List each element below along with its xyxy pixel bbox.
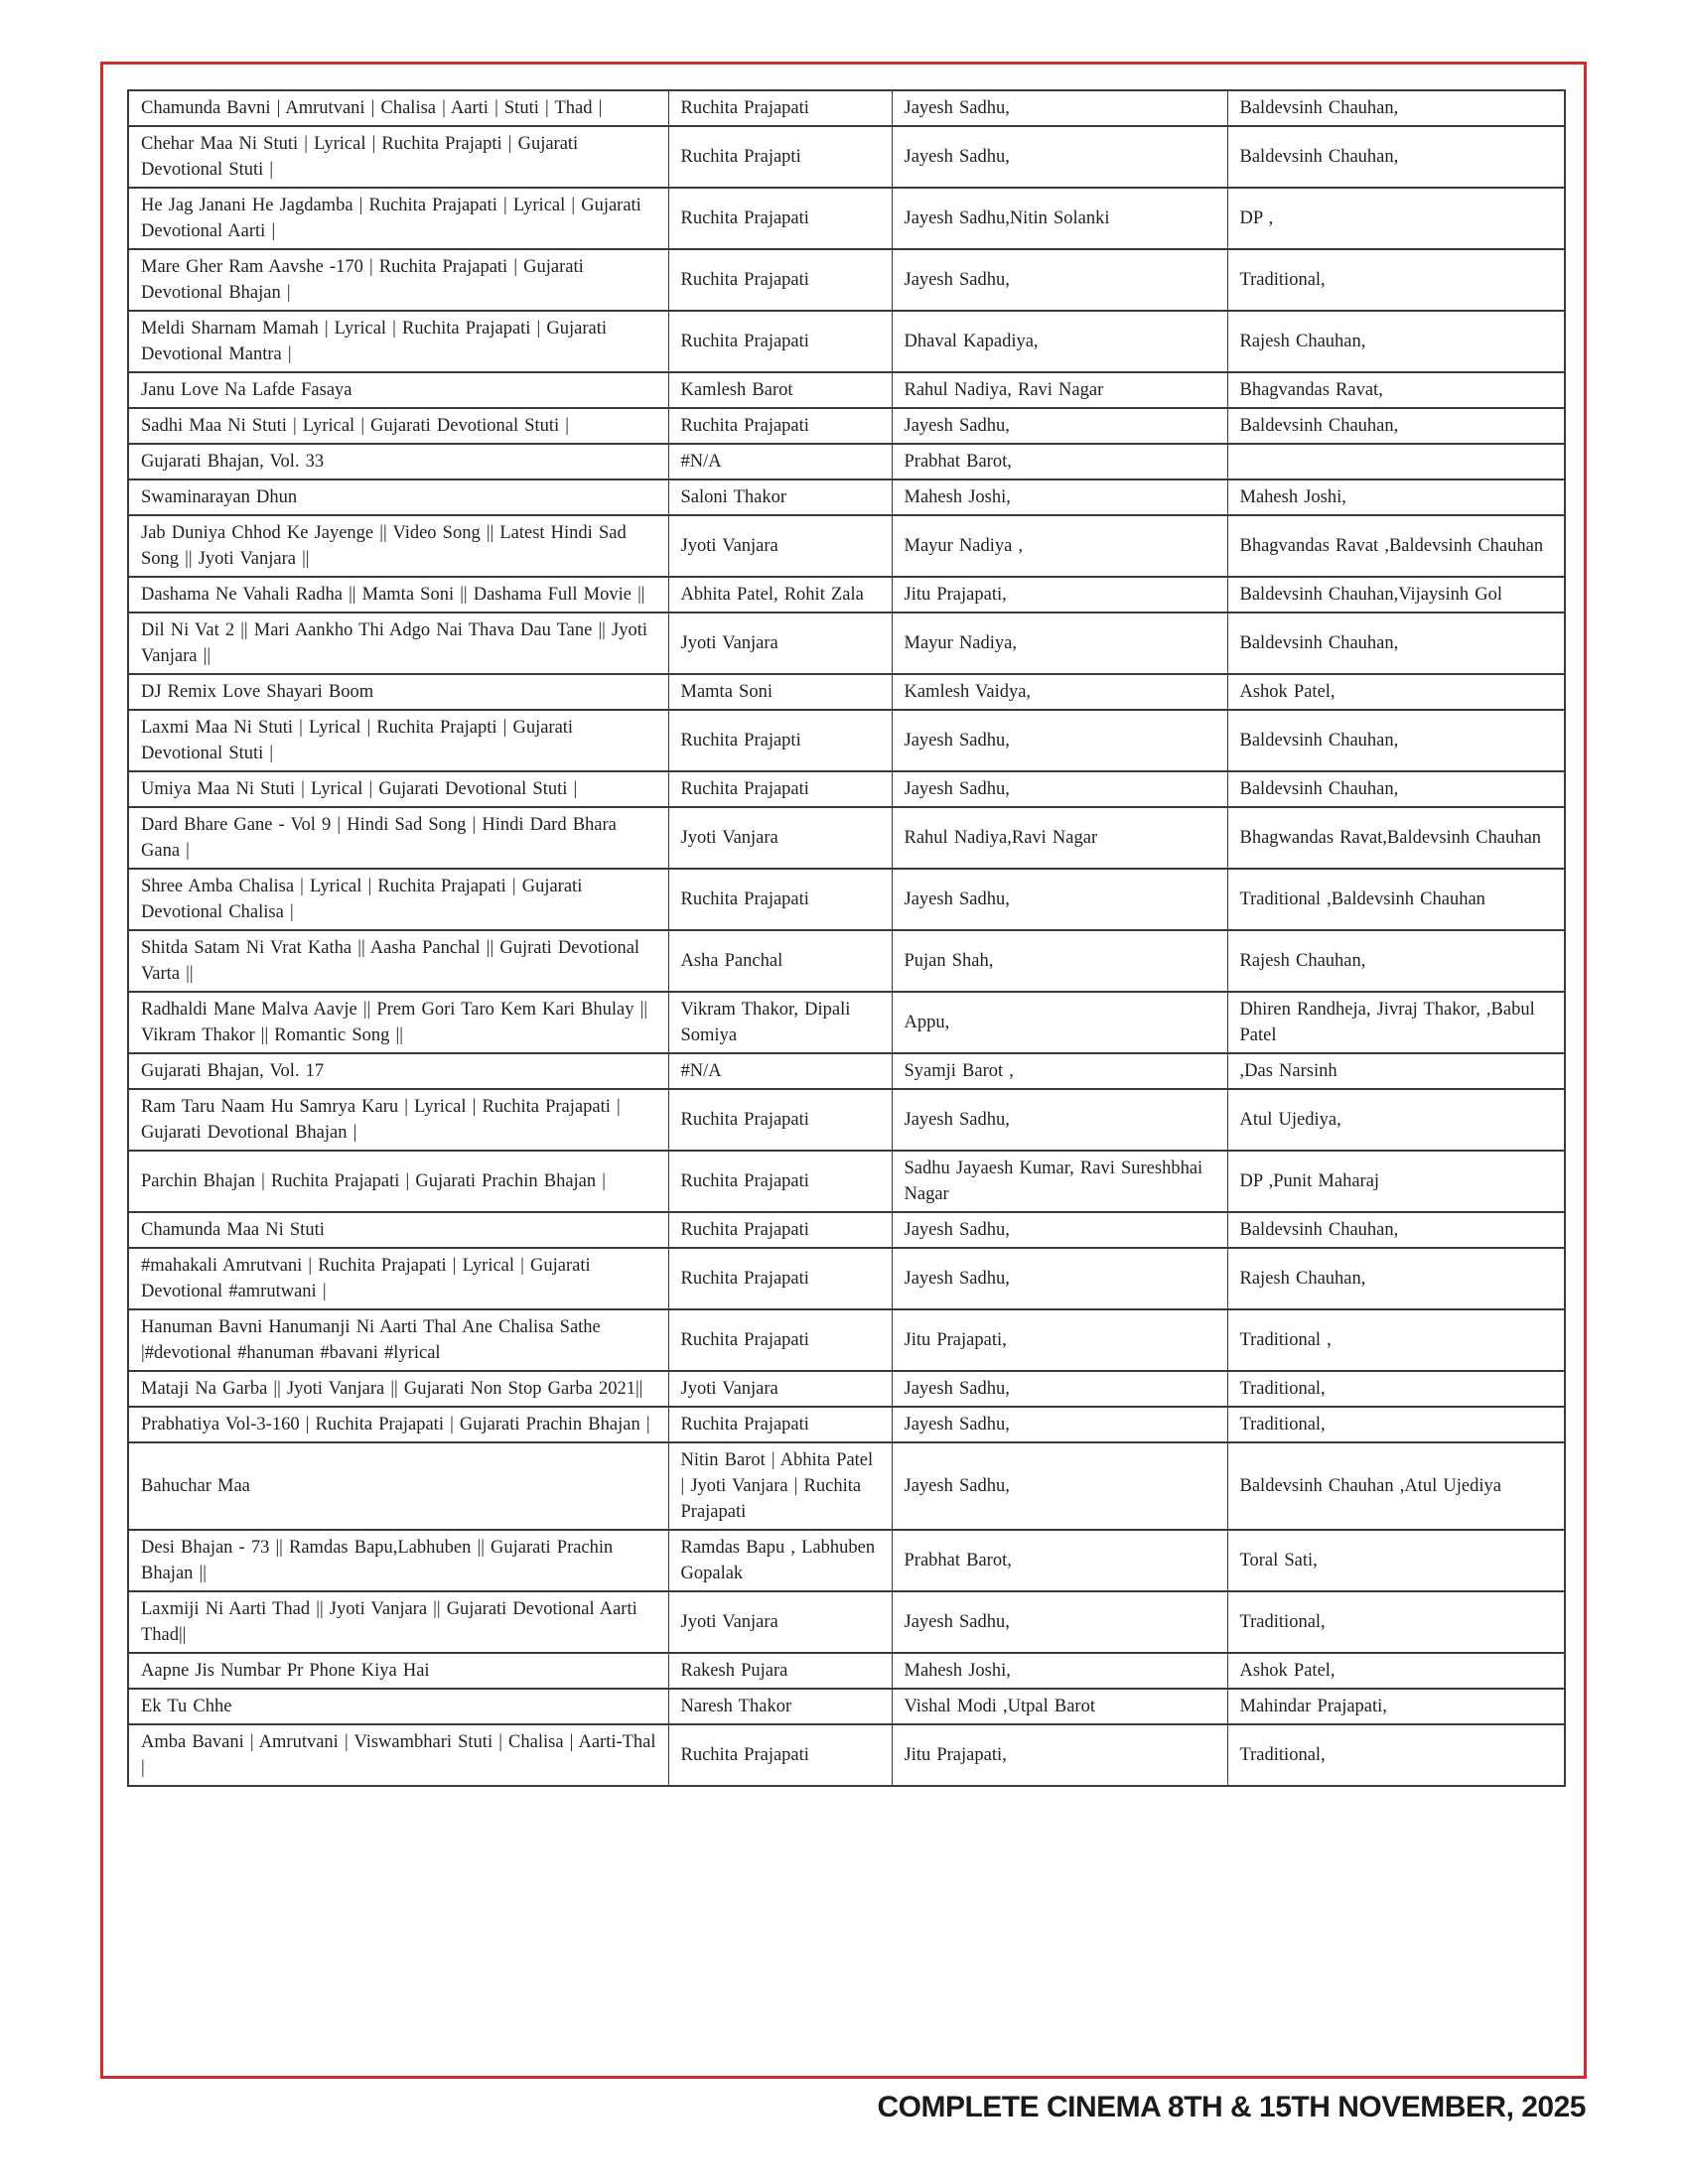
table-row: [128, 1724, 1565, 1786]
music-credit-cell: Baldevsinh Chauhan ,Atul Ujediya: [1227, 1442, 1565, 1530]
lyricist-credit-cell: Jayesh Sadhu,: [892, 408, 1227, 444]
song-title-cell: Chamunda Maa Ni Stuti: [128, 1212, 668, 1248]
music-credit-cell: Baldevsinh Chauhan,: [1227, 771, 1565, 807]
song-title-cell: Chehar Maa Ni Stuti | Lyrical | Ruchita Prajapti | Gujarati Devotional Stuti |: [128, 126, 668, 188]
lyricist-credit-cell: Appu,: [892, 992, 1227, 1053]
song-title-cell: DJ Remix Love Shayari Boom: [128, 674, 668, 710]
table-row: [128, 1248, 1565, 1309]
table-row: [128, 674, 1565, 710]
lyricist-credit-cell: Jayesh Sadhu,: [892, 869, 1227, 930]
song-title-cell: Aapne Jis Numbar Pr Phone Kiya Hai: [128, 1653, 668, 1689]
artist-cell: Ruchita Prajapati: [668, 1309, 892, 1371]
music-credit-cell: Mahindar Prajapati,: [1227, 1689, 1565, 1724]
artist-cell: #N/A: [668, 444, 892, 479]
artist-cell: Ruchita Prajapti: [668, 710, 892, 771]
song-title-cell: Dil Ni Vat 2 || Mari Aankho Thi Adgo Nai Thava Dau Tane || Jyoti Vanjara ||: [128, 613, 668, 674]
lyricist-credit-cell: Mayur Nadiya ,: [892, 515, 1227, 577]
music-credit-cell: Baldevsinh Chauhan,Vijaysinh Gol: [1227, 577, 1565, 613]
artist-cell: Ramdas Bapu , Labhuben Gopalak: [668, 1530, 892, 1591]
song-title-cell: Ek Tu Chhe: [128, 1689, 668, 1724]
song-title-cell: He Jag Janani He Jagdamba | Ruchita Prajapati | Lyrical | Gujarati Devotional Aarti |: [128, 188, 668, 249]
song-title-cell: Amba Bavani | Amrutvani | Viswambhari Stuti | Chalisa | Aarti-Thal |: [128, 1724, 668, 1786]
music-credit-cell: Bhagvandas Ravat ,Baldevsinh Chauhan: [1227, 515, 1565, 577]
artist-cell: Rakesh Pujara: [668, 1653, 892, 1689]
table-row: [128, 515, 1565, 577]
music-credit-cell: Traditional ,Baldevsinh Chauhan: [1227, 869, 1565, 930]
music-credit-cell: Atul Ujediya,: [1227, 1089, 1565, 1151]
table-row: [128, 577, 1565, 613]
lyricist-credit-cell: Jayesh Sadhu,: [892, 771, 1227, 807]
music-credit-cell: Bhagvandas Ravat,: [1227, 372, 1565, 408]
artist-cell: Ruchita Prajapati: [668, 188, 892, 249]
artist-cell: Jyoti Vanjara: [668, 613, 892, 674]
issue-footer: COMPLETE CINEMA 8TH & 15TH NOVEMBER, 2025: [877, 2091, 1586, 2123]
artist-cell: Ruchita Prajapati: [668, 1212, 892, 1248]
music-credit-cell: Bhagwandas Ravat,Baldevsinh Chauhan: [1227, 807, 1565, 869]
lyricist-credit-cell: Prabhat Barot,: [892, 1530, 1227, 1591]
artist-cell: Ruchita Prajapati: [668, 90, 892, 126]
music-credit-cell: Ashok Patel,: [1227, 1653, 1565, 1689]
lyricist-credit-cell: Syamji Barot ,: [892, 1053, 1227, 1089]
lyricist-credit-cell: Jitu Prajapati,: [892, 1309, 1227, 1371]
music-credit-cell: DP ,: [1227, 188, 1565, 249]
lyricist-credit-cell: Mayur Nadiya,: [892, 613, 1227, 674]
lyricist-credit-cell: Jayesh Sadhu,: [892, 90, 1227, 126]
artist-cell: Ruchita Prajapati: [668, 1151, 892, 1212]
lyricist-credit-cell: Vishal Modi ,Utpal Barot: [892, 1689, 1227, 1724]
table-row: [128, 1053, 1565, 1089]
artist-cell: Ruchita Prajapati: [668, 869, 892, 930]
song-title-cell: #mahakali Amrutvani | Ruchita Prajapati | Lyrical | Gujarati Devotional #amrutwani |: [128, 1248, 668, 1309]
song-title-cell: Umiya Maa Ni Stuti | Lyrical | Gujarati Devotional Stuti |: [128, 771, 668, 807]
lyricist-credit-cell: Jayesh Sadhu,: [892, 1591, 1227, 1653]
lyricist-credit-cell: Pujan Shah,: [892, 930, 1227, 992]
lyricist-credit-cell: Mahesh Joshi,: [892, 479, 1227, 515]
table-row: [128, 807, 1565, 869]
lyricist-credit-cell: Jayesh Sadhu,: [892, 710, 1227, 771]
song-title-cell: Meldi Sharnam Mamah | Lyrical | Ruchita Prajapati | Gujarati Devotional Mantra |: [128, 311, 668, 372]
table-row: [128, 1089, 1565, 1151]
music-credit-cell: Toral Sati,: [1227, 1530, 1565, 1591]
song-credits-table: [127, 89, 1566, 1787]
artist-cell: Naresh Thakor: [668, 1689, 892, 1724]
artist-cell: Jyoti Vanjara: [668, 515, 892, 577]
table-row: [128, 1591, 1565, 1653]
artist-cell: Mamta Soni: [668, 674, 892, 710]
table-row: [128, 90, 1565, 126]
music-credit-cell: Dhiren Randheja, Jivraj Thakor, ,Babul Patel: [1227, 992, 1565, 1053]
music-credit-cell: [1227, 444, 1565, 479]
table-row: [128, 1212, 1565, 1248]
table-row: [128, 479, 1565, 515]
lyricist-credit-cell: Jitu Prajapati,: [892, 577, 1227, 613]
artist-cell: Ruchita Prajapati: [668, 249, 892, 311]
table-row: [128, 1371, 1565, 1407]
song-title-cell: Janu Love Na Lafde Fasaya: [128, 372, 668, 408]
table-row: [128, 372, 1565, 408]
song-title-cell: Shitda Satam Ni Vrat Katha || Aasha Panchal || Gujrati Devotional Varta ||: [128, 930, 668, 992]
table-row: [128, 771, 1565, 807]
table-row: [128, 613, 1565, 674]
song-title-cell: Dashama Ne Vahali Radha || Mamta Soni || Dashama Full Movie ||: [128, 577, 668, 613]
song-title-cell: Shree Amba Chalisa | Lyrical | Ruchita Prajapati | Gujarati Devotional Chalisa |: [128, 869, 668, 930]
table-row: [128, 710, 1565, 771]
artist-cell: Ruchita Prajapti: [668, 126, 892, 188]
music-credit-cell: Rajesh Chauhan,: [1227, 311, 1565, 372]
music-credit-cell: Ashok Patel,: [1227, 674, 1565, 710]
song-title-cell: Hanuman Bavni Hanumanji Ni Aarti Thal Ane Chalisa Sathe |#devotional #hanuman #bavani #lyrical: [128, 1309, 668, 1371]
table-row: [128, 1407, 1565, 1442]
table-row: [128, 1442, 1565, 1530]
song-title-cell: Gujarati Bhajan, Vol. 17: [128, 1053, 668, 1089]
lyricist-credit-cell: Jayesh Sadhu,: [892, 249, 1227, 311]
lyricist-credit-cell: Jayesh Sadhu,: [892, 1248, 1227, 1309]
lyricist-credit-cell: Jayesh Sadhu,Nitin Solanki: [892, 188, 1227, 249]
music-credit-cell: Baldevsinh Chauhan,: [1227, 408, 1565, 444]
music-credit-cell: Mahesh Joshi,: [1227, 479, 1565, 515]
artist-cell: Kamlesh Barot: [668, 372, 892, 408]
artist-cell: Ruchita Prajapati: [668, 771, 892, 807]
table-row: [128, 126, 1565, 188]
lyricist-credit-cell: Jayesh Sadhu,: [892, 126, 1227, 188]
music-credit-cell: Traditional,: [1227, 1371, 1565, 1407]
music-credit-cell: Rajesh Chauhan,: [1227, 1248, 1565, 1309]
music-credit-cell: Traditional,: [1227, 1591, 1565, 1653]
table-row: [128, 1151, 1565, 1212]
song-title-cell: Laxmiji Ni Aarti Thad || Jyoti Vanjara || Gujarati Devotional Aarti Thad||: [128, 1591, 668, 1653]
music-credit-cell: ,Das Narsinh: [1227, 1053, 1565, 1089]
lyricist-credit-cell: Sadhu Jayaesh Kumar, Ravi Sureshbhai Nagar: [892, 1151, 1227, 1212]
song-title-cell: Mataji Na Garba || Jyoti Vanjara || Gujarati Non Stop Garba 2021||: [128, 1371, 668, 1407]
music-credit-cell: Traditional ,: [1227, 1309, 1565, 1371]
music-credit-cell: Baldevsinh Chauhan,: [1227, 1212, 1565, 1248]
song-title-cell: Laxmi Maa Ni Stuti | Lyrical | Ruchita Prajapti | Gujarati Devotional Stuti |: [128, 710, 668, 771]
artist-cell: Jyoti Vanjara: [668, 1591, 892, 1653]
music-credit-cell: Traditional,: [1227, 1724, 1565, 1786]
artist-cell: Ruchita Prajapati: [668, 1724, 892, 1786]
music-credit-cell: DP ,Punit Maharaj: [1227, 1151, 1565, 1212]
artist-cell: Ruchita Prajapati: [668, 1248, 892, 1309]
lyricist-credit-cell: Jayesh Sadhu,: [892, 1371, 1227, 1407]
music-credit-cell: Baldevsinh Chauhan,: [1227, 90, 1565, 126]
lyricist-credit-cell: Dhaval Kapadiya,: [892, 311, 1227, 372]
song-title-cell: Prabhatiya Vol-3-160 | Ruchita Prajapati | Gujarati Prachin Bhajan |: [128, 1407, 668, 1442]
music-credit-cell: Traditional,: [1227, 1407, 1565, 1442]
lyricist-credit-cell: Jitu Prajapati,: [892, 1724, 1227, 1786]
table-row: [128, 249, 1565, 311]
table-row: [128, 1309, 1565, 1371]
artist-cell: Saloni Thakor: [668, 479, 892, 515]
song-title-cell: Bahuchar Maa: [128, 1442, 668, 1530]
music-credit-cell: Baldevsinh Chauhan,: [1227, 613, 1565, 674]
table-row: [128, 930, 1565, 992]
song-title-cell: Sadhi Maa Ni Stuti | Lyrical | Gujarati Devotional Stuti |: [128, 408, 668, 444]
lyricist-credit-cell: Jayesh Sadhu,: [892, 1442, 1227, 1530]
table-row: [128, 188, 1565, 249]
song-title-cell: Dard Bhare Gane - Vol 9 | Hindi Sad Song | Hindi Dard Bhara Gana |: [128, 807, 668, 869]
lyricist-credit-cell: Rahul Nadiya,Ravi Nagar: [892, 807, 1227, 869]
artist-cell: Ruchita Prajapati: [668, 311, 892, 372]
lyricist-credit-cell: Mahesh Joshi,: [892, 1653, 1227, 1689]
lyricist-credit-cell: Jayesh Sadhu,: [892, 1407, 1227, 1442]
artist-cell: Abhita Patel, Rohit Zala: [668, 577, 892, 613]
table-row: [128, 311, 1565, 372]
lyricist-credit-cell: Jayesh Sadhu,: [892, 1212, 1227, 1248]
table-row: [128, 1689, 1565, 1724]
artist-cell: Jyoti Vanjara: [668, 807, 892, 869]
artist-cell: Nitin Barot | Abhita Patel | Jyoti Vanjara | Ruchita Prajapati: [668, 1442, 892, 1530]
music-credit-cell: Baldevsinh Chauhan,: [1227, 710, 1565, 771]
lyricist-credit-cell: Kamlesh Vaidya,: [892, 674, 1227, 710]
table-row: [128, 869, 1565, 930]
table-row: [128, 444, 1565, 479]
song-title-cell: Radhaldi Mane Malva Aavje || Prem Gori Taro Kem Kari Bhulay || Vikram Thakor || Romantic Song ||: [128, 992, 668, 1053]
song-title-cell: Chamunda Bavni | Amrutvani | Chalisa | Aarti | Stuti | Thad |: [128, 90, 668, 126]
table-row: [128, 408, 1565, 444]
song-title-cell: Parchin Bhajan | Ruchita Prajapati | Gujarati Prachin Bhajan |: [128, 1151, 668, 1212]
lyricist-credit-cell: Jayesh Sadhu,: [892, 1089, 1227, 1151]
artist-cell: Jyoti Vanjara: [668, 1371, 892, 1407]
artist-cell: Asha Panchal: [668, 930, 892, 992]
table-row: [128, 992, 1565, 1053]
music-credit-cell: Rajesh Chauhan,: [1227, 930, 1565, 992]
lyricist-credit-cell: Prabhat Barot,: [892, 444, 1227, 479]
music-credit-cell: Baldevsinh Chauhan,: [1227, 126, 1565, 188]
song-title-cell: Desi Bhajan - 73 || Ramdas Bapu,Labhuben || Gujarati Prachin Bhajan ||: [128, 1530, 668, 1591]
music-credit-cell: Traditional,: [1227, 249, 1565, 311]
song-title-cell: Ram Taru Naam Hu Samrya Karu | Lyrical | Ruchita Prajapati | Gujarati Devotional Bhajan |: [128, 1089, 668, 1151]
artist-cell: Ruchita Prajapati: [668, 408, 892, 444]
song-title-cell: Jab Duniya Chhod Ke Jayenge || Video Song || Latest Hindi Sad Song || Jyoti Vanjara ||: [128, 515, 668, 577]
table-row: [128, 1653, 1565, 1689]
song-title-cell: Swaminarayan Dhun: [128, 479, 668, 515]
artist-cell: Vikram Thakor, Dipali Somiya: [668, 992, 892, 1053]
artist-cell: Ruchita Prajapati: [668, 1089, 892, 1151]
song-title-cell: Gujarati Bhajan, Vol. 33: [128, 444, 668, 479]
lyricist-credit-cell: Rahul Nadiya, Ravi Nagar: [892, 372, 1227, 408]
artist-cell: Ruchita Prajapati: [668, 1407, 892, 1442]
table-row: [128, 1530, 1565, 1591]
song-title-cell: Mare Gher Ram Aavshe -170 | Ruchita Prajapati | Gujarati Devotional Bhajan |: [128, 249, 668, 311]
artist-cell: #N/A: [668, 1053, 892, 1089]
